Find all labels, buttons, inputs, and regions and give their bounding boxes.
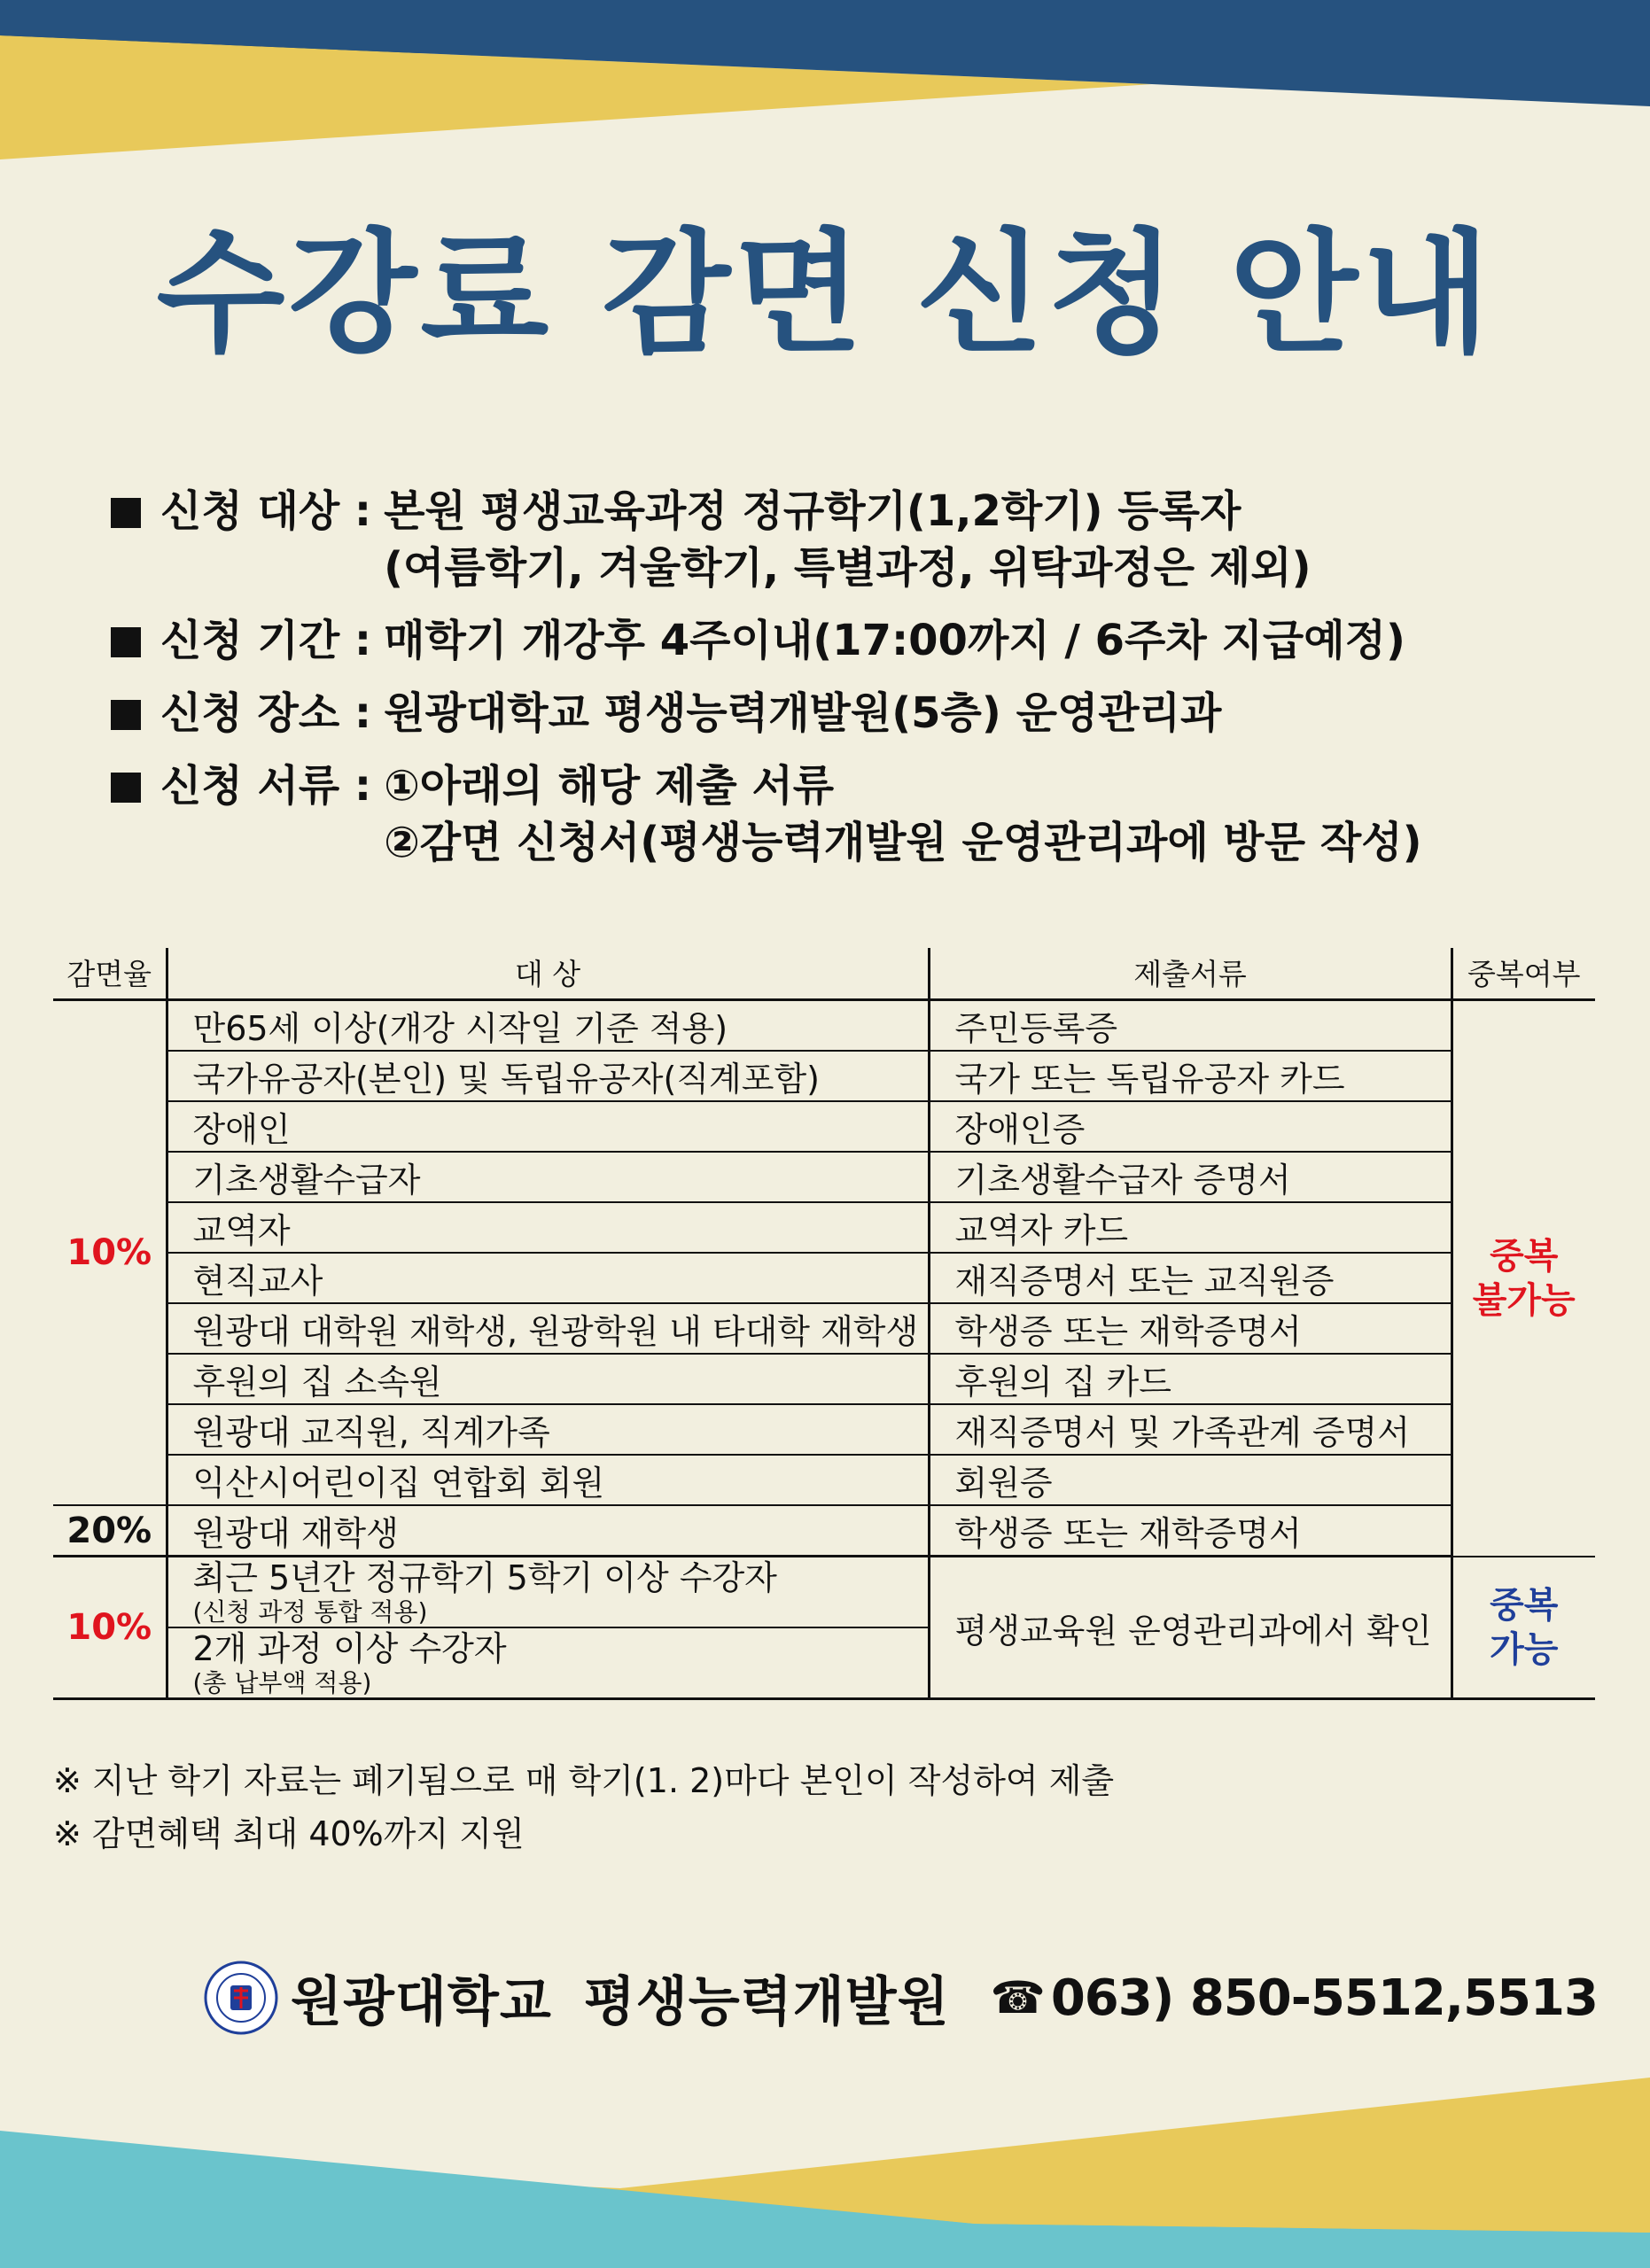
organization-name	[291, 1960, 950, 2036]
rate-cell: 10%	[53, 1000, 167, 1506]
doc-cell: 재직증명서 또는 교직원증	[929, 1253, 1452, 1303]
square-bullet-icon	[111, 700, 141, 730]
info-target	[111, 483, 1573, 596]
info-value: ②감면 신청서(평생능력개발원 운영관리과에 방문 작성)	[384, 818, 1422, 867]
info-value: 원광대학교 평생능력개발원(5층) 운영관리과	[384, 688, 1222, 738]
info-section	[111, 483, 1573, 887]
rate-cell: 20%	[53, 1505, 167, 1557]
target-cell: 교역자	[167, 1202, 929, 1253]
footer	[204, 1953, 1598, 2042]
doc-cell: 장애인증	[929, 1101, 1452, 1152]
doc-cell: 교역자 카드	[929, 1202, 1452, 1253]
table-row	[53, 1455, 1595, 1505]
square-bullet-icon	[111, 773, 141, 803]
info-documents	[111, 757, 1573, 871]
square-bullet-icon	[111, 627, 141, 657]
info-period	[111, 612, 1573, 669]
header-documents: 제출서류	[929, 948, 1452, 1000]
target-cell: 현직교사	[167, 1253, 929, 1303]
table-header-row	[53, 948, 1595, 1000]
doc-cell: 재직증명서 및 가족관계 증명서	[929, 1404, 1452, 1455]
info-place	[111, 685, 1573, 742]
duplicate-text: 불가능	[1472, 1279, 1576, 1321]
target-cell	[167, 1627, 929, 1699]
target-cell: 후원의 집 소속원	[167, 1354, 929, 1404]
doc-cell: 학생증 또는 재학증명서	[929, 1505, 1452, 1557]
table-row	[53, 1557, 1595, 1628]
university-logo	[204, 1961, 278, 2035]
target-cell: 익산시어린이집 연합회 회원	[167, 1455, 929, 1505]
doc-cell: 주민등록증	[929, 1000, 1452, 1052]
target-cell: 기초생활수급자	[167, 1152, 929, 1202]
info-value: 본원 평생교육과정 정규학기(1,2학기) 등록자	[384, 486, 1241, 536]
info-value: ①아래의 해당 제출 서류	[384, 761, 835, 811]
target-note: (신청 과정 통합 적용)	[192, 1597, 428, 1627]
note-item: ※ 감면혜택 최대 40%까지 지원	[53, 1814, 525, 1853]
doc-cell: 평생교육원 운영관리과에서 확인	[929, 1557, 1452, 1699]
notes	[53, 1754, 1114, 1860]
doc-cell: 회원증	[929, 1455, 1452, 1505]
square-bullet-icon	[111, 498, 141, 528]
target-text: 2개 과정 이상 수강자	[192, 1629, 507, 1668]
table-row	[53, 1404, 1595, 1455]
discount-table	[53, 948, 1595, 1700]
duplicate-text: 중복	[1490, 1584, 1559, 1626]
duplicate-cell	[1452, 1000, 1595, 1557]
target-cell: 장애인	[167, 1101, 929, 1152]
table-row	[53, 1202, 1595, 1253]
doc-cell: 후원의 집 카드	[929, 1354, 1452, 1404]
table-row	[53, 1303, 1595, 1354]
page-title: 수강료 감면 신청 안내	[156, 217, 1494, 371]
header-rate: 감면율	[53, 948, 167, 1000]
info-label: 신청 대상 :	[160, 486, 372, 536]
header-target: 대 상	[167, 948, 929, 1000]
doc-cell: 국가 또는 독립유공자 카드	[929, 1051, 1452, 1101]
header-duplicate: 중복여부	[1452, 948, 1595, 1000]
doc-cell: 기초생활수급자 증명서	[929, 1152, 1452, 1202]
target-note: (총 납부액 적용)	[192, 1668, 372, 1697]
info-label: 신청 장소 :	[160, 688, 372, 738]
rate-cell: 10%	[53, 1557, 167, 1699]
phone-icon: ☎	[990, 1972, 1046, 2023]
phone-number: 063) 850-5512,5513	[1050, 1969, 1598, 2027]
table-row	[53, 1505, 1595, 1557]
org-university: 원광대학교	[291, 1971, 552, 2033]
target-cell: 원광대 대학원 재학생, 원광학원 내 타대학 재학생	[167, 1303, 929, 1354]
org-center: 평생능력개발원	[583, 1971, 950, 2033]
info-value: 매학기 개강후 4주이내(17:00까지 / 6주차 지급예정)	[384, 616, 1405, 665]
duplicate-text: 중복	[1490, 1235, 1559, 1277]
target-cell: 원광대 교직원, 직계가족	[167, 1404, 929, 1455]
duplicate-cell	[1452, 1557, 1595, 1699]
info-label: 신청 서류 :	[160, 761, 372, 811]
target-cell: 만65세 이상(개강 시작일 기준 적용)	[167, 1000, 929, 1052]
table-row	[53, 1152, 1595, 1202]
doc-cell: 학생증 또는 재학증명서	[929, 1303, 1452, 1354]
target-cell: 국가유공자(본인) 및 독립유공자(직계포함)	[167, 1051, 929, 1101]
table-row	[53, 1000, 1595, 1052]
target-cell	[167, 1557, 929, 1628]
info-value: (여름학기, 겨울학기, 특별과정, 위탁과정은 제외)	[384, 543, 1311, 593]
table-row	[53, 1051, 1595, 1101]
table-row	[53, 1101, 1595, 1152]
duplicate-text: 가능	[1490, 1628, 1559, 1670]
note-item: ※ 지난 학기 자료는 폐기됨으로 매 학기(1. 2)마다 본인이 작성하여 제출	[53, 1761, 1115, 1800]
info-label: 신청 기간 :	[160, 616, 372, 665]
target-text: 최근 5년간 정규학기 5학기 이상 수강자	[192, 1558, 777, 1597]
target-cell: 원광대 재학생	[167, 1505, 929, 1557]
table-row	[53, 1253, 1595, 1303]
table-row	[53, 1354, 1595, 1404]
